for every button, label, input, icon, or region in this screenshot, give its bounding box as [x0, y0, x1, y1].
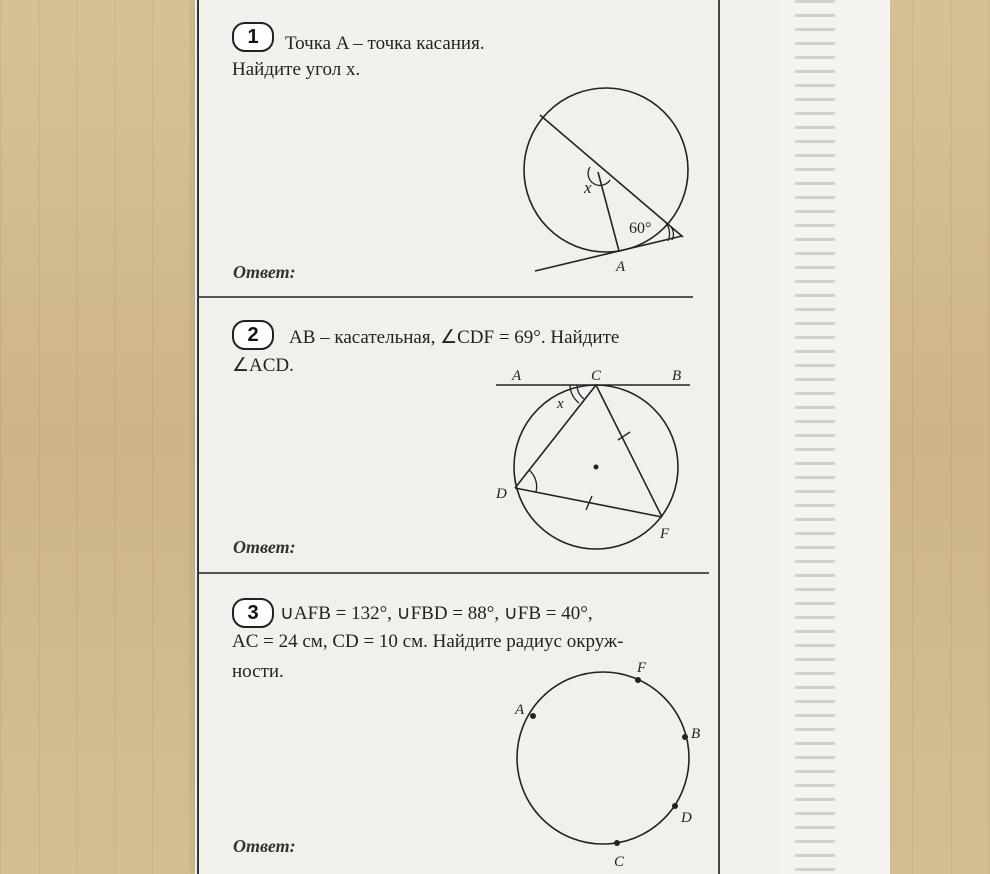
- task-1-circle: [524, 88, 688, 252]
- task-1-tangent: [535, 236, 682, 271]
- task-2-label-d: D: [496, 486, 507, 502]
- task-1-number: 1: [232, 22, 274, 52]
- task-3-figure: [505, 660, 720, 872]
- task-3-label-d: D: [681, 810, 692, 826]
- task-2-side-cd: [515, 385, 596, 488]
- task-3-number: 3: [232, 598, 274, 628]
- task-1-point-a-label: A: [616, 259, 626, 275]
- task-1-line-1: Точка A – точка касания.: [285, 33, 485, 54]
- task-2-figure: [490, 360, 700, 560]
- task-3-label-b: B: [691, 726, 701, 742]
- task-3-label-c: C: [614, 854, 625, 870]
- task-3-line-1: ∪AFB = 132°, ∪FBD = 88°, ∪FB = 40°,: [280, 603, 593, 624]
- task-2-d-arc: [529, 470, 537, 492]
- task-2-label-c: C: [591, 368, 602, 384]
- task-2-line-2: ∠ACD.: [232, 355, 294, 376]
- task-1-secant: [540, 115, 683, 237]
- task-2-label-x: x: [557, 396, 564, 412]
- torn-edge-marks: [795, 0, 835, 874]
- task-3-circle: [517, 672, 689, 844]
- task-3-point-a: [530, 713, 536, 719]
- task-1-angle-label: 60°: [629, 220, 652, 237]
- task-2-answer-label: Ответ:: [233, 537, 296, 557]
- task-2-label-a: A: [512, 368, 522, 384]
- task-1-answer-label: Ответ:: [233, 262, 296, 282]
- task-2-label-f: F: [660, 526, 670, 542]
- separator-2: [199, 572, 709, 574]
- task-3-point-d: [672, 803, 678, 809]
- task-3-line-2: AC = 24 см, CD = 10 см. Найдите радиус окруж-: [232, 631, 624, 652]
- task-2-label-b: B: [672, 368, 682, 384]
- task-3-answer-label: Ответ:: [233, 836, 296, 856]
- separator-1: [199, 296, 693, 298]
- task-2-center-dot: [594, 465, 599, 470]
- task-1-x-label: x: [584, 178, 592, 197]
- task-3-label-f: F: [637, 660, 647, 676]
- task-3-line-3: ности.: [232, 661, 284, 682]
- task-1-chord: [598, 172, 619, 251]
- task-2-line-1: AB – касательная, ∠CDF = 69°. Найдите: [289, 327, 620, 348]
- task-2-number: 2: [232, 320, 274, 350]
- task-3-label-a: A: [515, 702, 525, 718]
- task-3-point-c: [614, 840, 620, 846]
- task-1-figure: [520, 85, 700, 285]
- task-1-line-2: Найдите угол x.: [232, 59, 361, 80]
- task-3-point-f: [635, 677, 641, 683]
- task-2-side-cf: [596, 385, 662, 517]
- frame-left-border: [197, 0, 199, 874]
- task-3-point-b: [682, 734, 688, 740]
